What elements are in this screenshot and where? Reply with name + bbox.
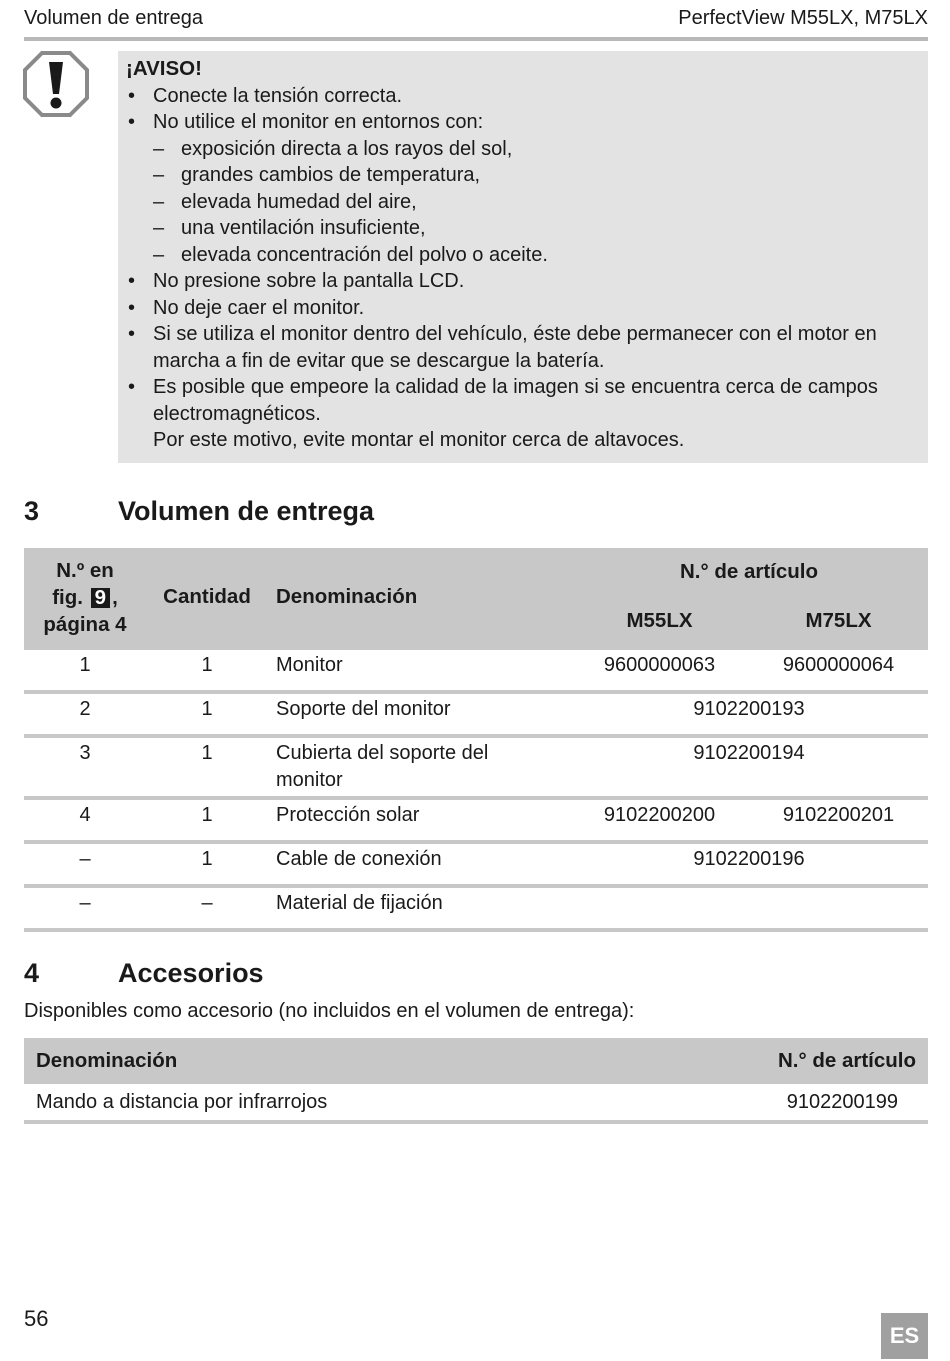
section-number: 4: [24, 958, 40, 988]
cell-qty: 1: [146, 648, 268, 692]
cell-name: Soporte del monitor: [268, 692, 570, 736]
header-m75lx: M75LX: [749, 596, 928, 648]
notice-item: [126, 109, 920, 268]
cell-name: Cable de conexión: [268, 842, 570, 886]
cell-pos: 3: [24, 736, 146, 798]
header-m55lx: M55LX: [570, 596, 749, 648]
table-row: [24, 648, 928, 692]
header-name: Denominación: [24, 1038, 704, 1084]
header-fig-line2: fig.: [52, 585, 83, 609]
notice-subitem: – elevada humedad del aire,: [153, 189, 920, 216]
table-row: [24, 798, 928, 842]
table-row: [24, 842, 928, 886]
cell-m55: 9102200200: [570, 798, 749, 842]
notice-list: [126, 83, 920, 454]
cell-qty: 1: [146, 736, 268, 798]
table-row: [24, 1084, 928, 1122]
language-tab: ES: [881, 1313, 928, 1359]
notice-item-text: Es posible que empeore la calidad de la imagen si se encuentra cerca de campos electromagnéticos.: [153, 376, 878, 425]
running-header-right: PerfectView M55LX, M75LX: [678, 7, 928, 29]
notice-subitem: – elevada concentración del polvo o aceite.: [153, 242, 920, 269]
cell-name: Cubierta del soporte del monitor: [268, 736, 570, 798]
cell-article: 9102200196: [570, 842, 928, 886]
cell-pos: 2: [24, 692, 146, 736]
notice-sublist: [153, 136, 920, 269]
cell-article: [570, 886, 928, 930]
notice-item-text: Por este motivo, evite montar el monitor cerca de altavoces.: [153, 429, 685, 451]
header-fig-line1: N.º en: [56, 558, 114, 582]
cell-article: 9102200194: [570, 736, 928, 798]
exclamation-octagon-icon: [22, 50, 90, 118]
section-title: Accesorios: [118, 958, 264, 988]
running-header-left: Volumen de entrega: [24, 7, 204, 29]
cell-name: Protección solar: [268, 798, 570, 842]
notice-item-text: No utilice el monitor en entornos con:: [153, 111, 484, 133]
notice-subitem: – exposición directa a los rayos del sol,: [153, 136, 920, 163]
page-number: 56: [24, 1306, 49, 1331]
table-row: [24, 692, 928, 736]
notice-item: [126, 374, 920, 454]
header-fig-comma: ,: [112, 585, 118, 609]
cell-article: 9102200193: [570, 692, 928, 736]
accessories-table: [24, 1038, 928, 1124]
cell-pos: 4: [24, 798, 146, 842]
notice-item: • Conecte la tensión correcta.: [126, 83, 920, 110]
notice-item: • Si se utiliza el monitor dentro del vehículo, éste debe permanecer con el motor en marcha a fin de evitar que se descargue la batería.: [126, 321, 920, 374]
cell-pos: 1: [24, 648, 146, 692]
header-name: Denominación: [268, 548, 570, 648]
table-row: [24, 886, 928, 930]
cell-m55: 9600000063: [570, 648, 749, 692]
notice-box: [118, 51, 928, 463]
header-fig-ref: [24, 548, 146, 648]
cell-pos: –: [24, 886, 146, 930]
delivery-table: [24, 548, 928, 932]
cell-m75: 9102200201: [749, 798, 928, 842]
cell-qty: –: [146, 886, 268, 930]
cell-article: 9102200199: [704, 1084, 928, 1122]
cell-qty: 1: [146, 842, 268, 886]
cell-m75: 9600000064: [749, 648, 928, 692]
cell-pos: –: [24, 842, 146, 886]
section-title: Volumen de entrega: [118, 496, 375, 526]
header-quantity: Cantidad: [146, 548, 268, 648]
notice-item: • No presione sobre la pantalla LCD.: [126, 268, 920, 295]
notice-title: ¡AVISO!: [126, 57, 202, 80]
cell-qty: 1: [146, 692, 268, 736]
table-row: [24, 736, 928, 798]
cell-name: Material de fijación: [268, 886, 570, 930]
cell-name: Mando a distancia por infrarrojos: [24, 1084, 704, 1122]
section-number: 3: [24, 496, 40, 526]
figure-badge: 9: [91, 588, 110, 608]
header-article-no: N.° de artículo: [704, 1038, 928, 1084]
cell-name: Monitor: [268, 648, 570, 692]
accessories-intro: Disponibles como accesorio (no incluidos en el volumen de entrega):: [24, 1000, 635, 1022]
cell-qty: 1: [146, 798, 268, 842]
notice-subitem: – grandes cambios de temperatura,: [153, 162, 920, 189]
header-rule: [24, 37, 928, 41]
header-article-no: N.° de artículo: [570, 548, 928, 596]
header-fig-line3: página 4: [43, 612, 127, 636]
notice-item: • No deje caer el monitor.: [126, 295, 920, 322]
notice-subitem: – una ventilación insuficiente,: [153, 215, 920, 242]
